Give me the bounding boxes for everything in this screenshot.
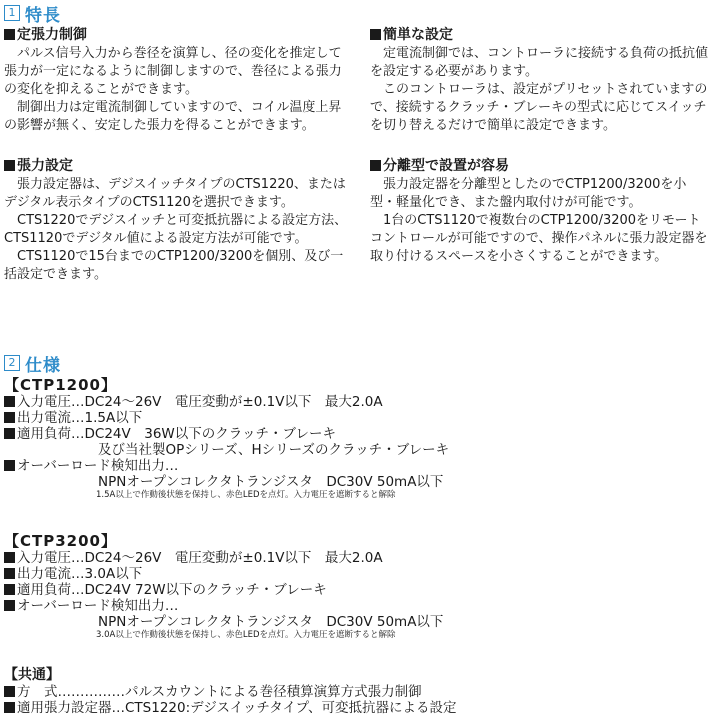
square-bullet-icon: [370, 29, 381, 40]
spec-overload-note: 1.5A以上で作動後状態を保持し、赤色LEDを点灯。入力電圧を遮断すると解除: [96, 490, 396, 500]
feature-paragraph: 制御出力は定電流制御していますので、コイル温度上昇の影響が無く、安定した張力を得ることができます。: [4, 100, 342, 133]
feature-paragraph: 1台のCTS1120で複数台のCTP1200/3200をリモートコントロールが可能ですので、操作パネルに張力設定器を取り付けるスペースを小さくすることができます。: [370, 213, 708, 264]
square-bullet-icon: [4, 584, 15, 595]
common-specs: [4, 666, 704, 716]
feature-paragraph: 張力設定器を分離型としたのでCTP1200/3200を小型・軽量化でき、また盤内取付けが可能です。: [370, 177, 687, 210]
feature-heading-tension-setting: 張力設定: [4, 157, 350, 176]
model-heading-ctp1200: 【CTP1200】: [4, 376, 117, 394]
feature-paragraph: このコントローラは、設定がプリセットされていますので、接続するクラッチ・ブレーキの型式に応じてスイッチを切り替えるだけで簡単に設定できます。: [370, 82, 708, 133]
spec-overload-note: 3.0A以上で作動後状態を保持し、赤色LEDを点灯。入力電圧を遮断すると解除: [96, 630, 396, 640]
spec-applicable-load: 適用負荷…DC24V 72W以下のクラッチ・ブレーキ: [4, 582, 704, 598]
square-bullet-icon: [4, 552, 15, 563]
spec-method: 方 式……………パルスカウントによる巻径積算演算方式張力制御: [4, 684, 704, 700]
square-bullet-icon: [4, 29, 15, 40]
spec-applicable-load: 適用負荷…DC24V 36W以下のクラッチ・ブレーキ: [4, 426, 704, 442]
spec-overload-value: NPNオープンコレクタトランジスタ DC30V 50mA以下: [98, 614, 444, 630]
spec-input-voltage: 入力電圧…DC24～26V 電圧変動が±0.1V以下 最大2.0A: [4, 550, 704, 566]
square-bullet-icon: [4, 702, 15, 713]
model-heading-ctp3200: 【CTP3200】: [4, 532, 117, 550]
feature-heading-constant-tension: 定張力制御: [4, 26, 350, 45]
square-bullet-icon: [4, 396, 15, 407]
feature-paragraph: CTS1120で15台までのCTP1200/3200を個別、及び一括設定できます。: [4, 249, 344, 282]
square-bullet-icon: [370, 160, 381, 171]
spec-overload-output: オーバーロード検知出力…: [4, 598, 704, 614]
square-bullet-icon: [4, 568, 15, 579]
features-right-column: [370, 26, 710, 266]
specs-section-header: [4, 352, 61, 374]
square-bullet-icon: [4, 412, 15, 423]
spec-output-current: 出力電流…3.0A以下: [4, 566, 704, 582]
section-number-badge: 1: [4, 5, 20, 21]
features-left-column: [4, 26, 350, 284]
spec-output-current: 出力電流…1.5A以下: [4, 410, 704, 426]
feature-paragraph: 定電流制御では、コントローラに接続する負荷の抵抗値を設定する必要があります。: [370, 46, 709, 79]
spec-tension-setter: 適用張力設定器…CTS1220:デジスイッチタイプ、可変抵抗器による設定: [4, 700, 704, 716]
ctp1200-specs: [4, 376, 704, 501]
features-section-header: [4, 2, 61, 24]
feature-heading-separate-type: 分離型で設置が容易: [370, 157, 710, 176]
spec-applicable-load-continued: 及び当社製OPシリーズ、Hシリーズのクラッチ・ブレーキ: [98, 442, 450, 458]
specs-title: 仕様: [25, 355, 61, 376]
common-heading: 【共通】: [4, 667, 60, 683]
spec-overload-value: NPNオープンコレクタトランジスタ DC30V 50mA以下: [98, 474, 444, 490]
spec-input-voltage: 入力電圧…DC24～26V 電圧変動が±0.1V以下 最大2.0A: [4, 394, 704, 410]
square-bullet-icon: [4, 600, 15, 611]
feature-heading-easy-setting: 簡単な設定: [370, 26, 710, 45]
ctp3200-specs: [4, 532, 704, 641]
square-bullet-icon: [4, 686, 15, 697]
features-title: 特長: [25, 5, 61, 26]
feature-paragraph: 張力設定器は、デジスイッチタイプのCTS1220、またはデジタル表示タイプのCTS1120を選択できます。: [4, 177, 346, 210]
feature-paragraph: パルス信号入力から巻径を演算し、径の変化を推定して張力が一定になるように制御しますので、巻径による張力の変化を抑えることができます。: [4, 46, 342, 97]
section-number-badge: 2: [4, 355, 20, 371]
square-bullet-icon: [4, 428, 15, 439]
feature-paragraph: CTS1220でデジスイッチと可変抵抗器による設定方法、CTS1120でデジタル値による設定方法が可能です。: [4, 213, 348, 246]
square-bullet-icon: [4, 460, 15, 471]
spec-overload-output: オーバーロード検知出力…: [4, 458, 704, 474]
square-bullet-icon: [4, 160, 15, 171]
